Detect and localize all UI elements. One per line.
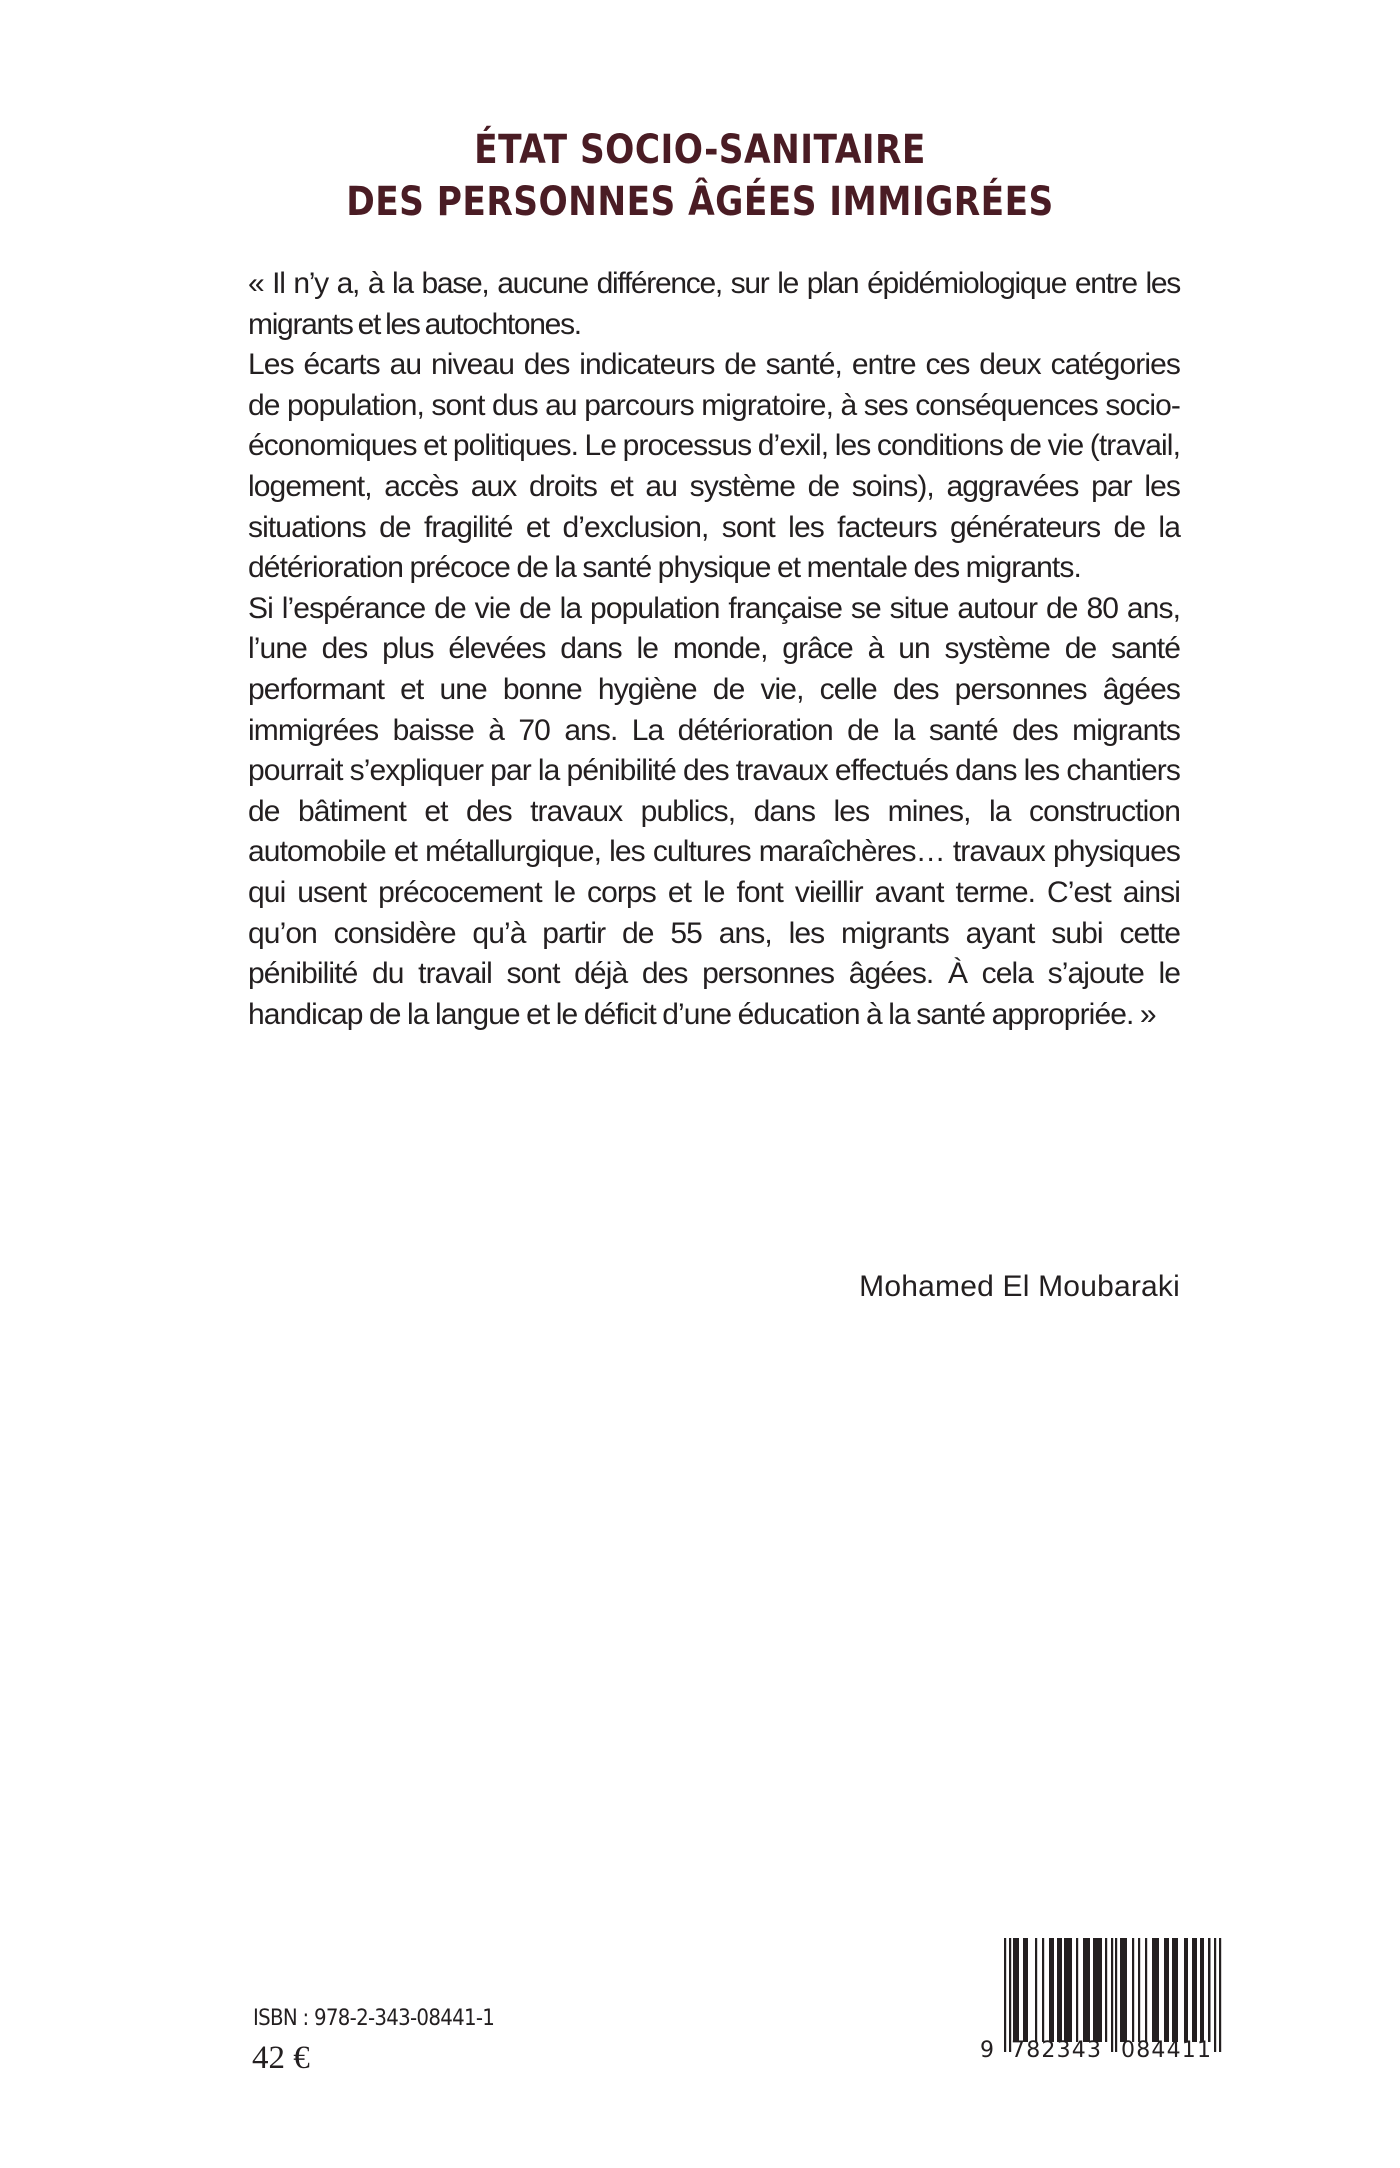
barcode-digits-left: 782343 [1011,2038,1103,2063]
price-label: 42 € [252,2040,310,2076]
isbn-label: ISBN : 978-2-343-08441-1 [253,2006,495,2031]
barcode-digit-first: 9 [980,2038,994,2063]
quote-paragraph-2: Les écarts au niveau des indicateurs de santé, entre ces deux catégories de population, sont dus au parcours migratoire, à ses conséquences socio-économiques et politiques. Le processus d’exil, les conditions de vie (travail, logement, accès aux droits et au système de soins), aggravées par les situations de fragilité et d’exclusion, sont les facteurs générateurs de la détérioration précoce de la santé physique et mentale des migrants. [248,348,1180,585]
quote-paragraph-3: Si l’espérance de vie de la population française se situe autour de 80 ans, l’une des plus élevées dans le monde, grâce à un système de santé performant et une bonne hygiène de vie, celle des personnes âgées immigrées baisse à 70 ans. La détérioration de la santé des migrants pourrait s’expliquer par la pénibilité des travaux effectués dans les chantiers de bâtiment et des travaux publics, dans les mines, la construction automobile et métallurgique, les cultures maraîchères… travaux physiques qui usent précocement le corps et le font vieillir avant terme. C’est ainsi qu’on considère qu’à partir de 55 ans, les migrants ayant subi cette pénibilité du travail sont déjà des personnes âgées. À cela s’ajoute le handicap de la langue et le déficit d’une éducation à la santé appropriée. » [248,591,1180,1031]
quote-author: Mohamed El Moubaraki [859,1270,1180,1303]
book-title-line-1: ÉTAT SOCIO-SANITAIRE [474,127,926,173]
book-title [98,124,1302,228]
quote-paragraph-1: « Il n’y a, à la base, aucune différence, sur le plan épidémiologique entre les migrants et les autochtones. [248,267,1180,341]
barcode-digits-right: 084411 [1121,2038,1213,2063]
book-title-line-2: DES PERSONNES ÂGÉES IMMIGRÉES [346,179,1054,225]
back-cover-quote [248,264,1180,1035]
barcode-digits [980,2038,1240,2064]
